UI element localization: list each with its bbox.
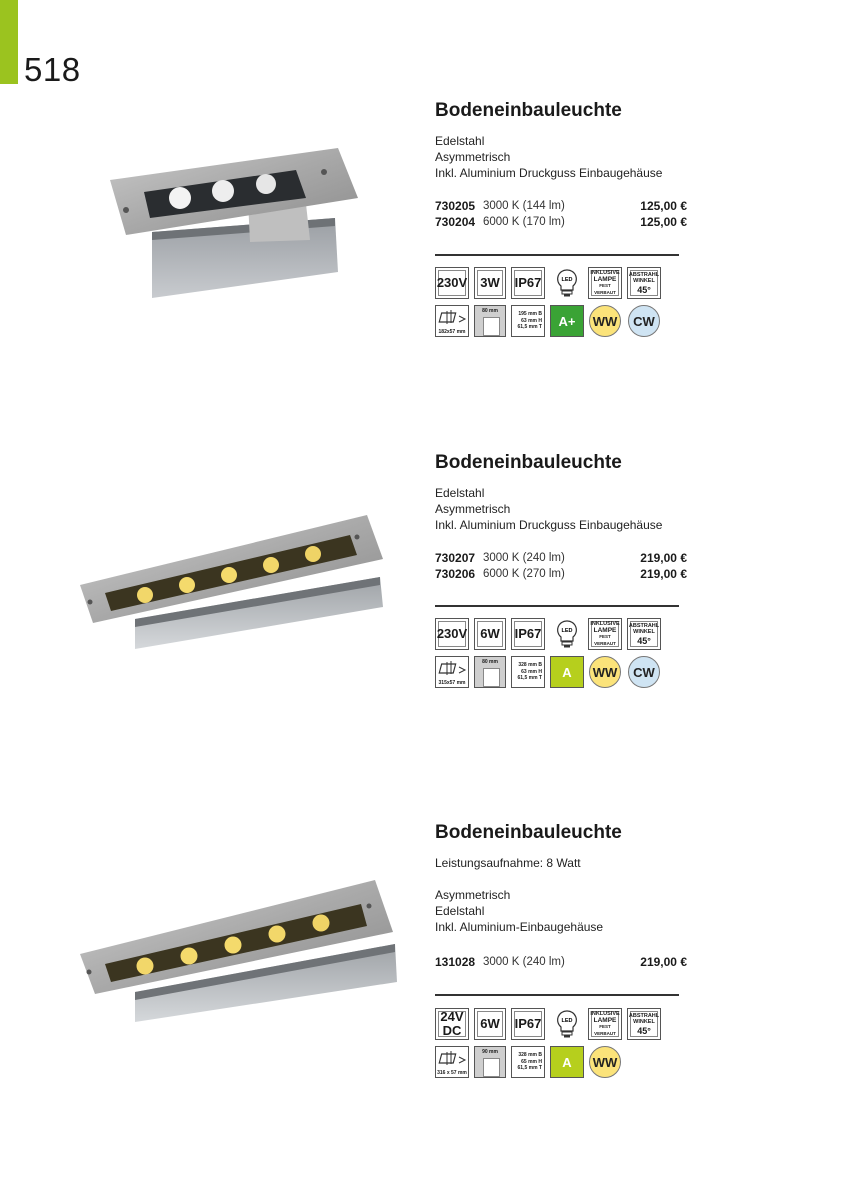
article-number: 730204: [435, 215, 476, 229]
beam-angle-badge: ABSTRAHL WINKEL 45°: [627, 618, 661, 650]
description-line: Edelstahl: [435, 134, 485, 148]
power-badge: 6W: [474, 618, 506, 650]
energy-class-badge: A: [550, 1046, 584, 1078]
product-block: [0, 822, 850, 1092]
variant-list: [435, 198, 687, 230]
installation-depth-badge: 80 mm: [474, 305, 506, 337]
beam-angle-badge: ABSTRAHL WINKEL 45°: [627, 1008, 661, 1040]
beam-angle-badge: ABSTRAHL WINKEL 45°: [627, 267, 661, 299]
variant-spec: 3000 K (240 lm): [483, 956, 565, 968]
feature-icons: [435, 618, 675, 693]
dimensions-badge: 328 mm B 65 mm H 61,5 mm T: [511, 1046, 545, 1078]
voltage-badge: 230V: [435, 618, 469, 650]
depth-gauge-icon: [483, 668, 500, 687]
product-block: [0, 452, 850, 712]
feature-icons: [435, 267, 675, 342]
cutout-icon: [437, 308, 469, 330]
variant-row: [435, 550, 687, 566]
variant-row: [435, 954, 687, 970]
dimensions-badge: 195 mm B 63 mm H 61,5 mm T: [511, 305, 545, 337]
page-accent-tab: [0, 0, 18, 84]
variant-spec: 6000 K (170 lm): [483, 216, 565, 228]
variant-price: 219,00 €: [640, 567, 687, 581]
product-info: [435, 100, 687, 350]
description-line: Leistungsaufnahme: 8 Watt: [435, 856, 581, 870]
power-badge: 6W: [474, 1008, 506, 1040]
article-number: 131028: [435, 955, 476, 969]
description-line: Edelstahl: [435, 904, 485, 918]
variant-row: [435, 566, 687, 582]
article-number: 730206: [435, 567, 476, 581]
svg-text:LED: LED: [561, 277, 572, 283]
divider: [435, 605, 679, 607]
description-line: Inkl. Aluminium Druckguss Einbaugehäuse: [435, 518, 663, 532]
cutout-size-badge: 316 x 57 mm: [435, 1046, 469, 1078]
product-photo: [75, 507, 395, 657]
led-bulb-icon: [550, 618, 583, 650]
dimensions-badge: 328 mm B 63 mm H 61,5 mm T: [511, 656, 545, 688]
led-bulb-icon: [550, 1008, 583, 1040]
led-bulb-icon: [550, 267, 583, 299]
cutout-icon: [437, 1049, 469, 1071]
description-line: Asymmetrisch: [435, 888, 511, 902]
variant-list: [435, 550, 687, 582]
product-info: [435, 452, 687, 702]
ip-rating-badge: IP67: [511, 1008, 545, 1040]
description-spacer: [435, 871, 603, 887]
product-description: [435, 855, 603, 935]
color-temp-ww-badge: WW: [589, 656, 621, 688]
description-line: Inkl. Aluminium-Einbaugehäuse: [435, 920, 604, 934]
power-badge: 3W: [474, 267, 506, 299]
product-title: Bodeneinbauleuchte: [435, 452, 622, 473]
feature-icons: [435, 1008, 675, 1083]
variant-list: [435, 954, 687, 970]
color-temp-ww-badge: WW: [589, 305, 621, 337]
product-photo: [75, 872, 405, 1032]
description-line: Edelstahl: [435, 486, 485, 500]
lamp-included-badge: INKLUSIVE LAMPE FEST VERBAUT: [588, 1008, 622, 1040]
cutout-size-badge: 315x57 mm: [435, 656, 469, 688]
svg-text:LED: LED: [561, 1018, 572, 1024]
svg-text:LED: LED: [561, 628, 572, 634]
energy-class-badge: A: [550, 656, 584, 688]
product-title: Bodeneinbauleuchte: [435, 822, 622, 843]
variant-row: [435, 214, 687, 230]
color-temp-cw-badge: CW: [628, 305, 660, 337]
cutout-icon: [437, 659, 469, 681]
article-number: 730205: [435, 199, 476, 213]
product-description: [435, 485, 662, 533]
product-title: Bodeneinbauleuchte: [435, 100, 622, 121]
installation-depth-badge: 80 mm: [474, 656, 506, 688]
voltage-badge: 230V: [435, 267, 469, 299]
divider: [435, 994, 679, 996]
variant-spec: 3000 K (240 lm): [483, 552, 565, 564]
article-number: 730207: [435, 551, 476, 565]
divider: [435, 254, 679, 256]
depth-gauge-icon: [483, 1058, 500, 1077]
lamp-included-badge: INKLUSIVE LAMPE FEST VERBAUT: [588, 618, 622, 650]
description-line: Asymmetrisch: [435, 150, 511, 164]
variant-price: 219,00 €: [640, 551, 687, 565]
voltage-badge: 24V DC: [435, 1008, 469, 1040]
cutout-size-badge: 182x57 mm: [435, 305, 469, 337]
variant-price: 219,00 €: [640, 955, 687, 969]
installation-depth-badge: 90 mm: [474, 1046, 506, 1078]
ip-rating-badge: IP67: [511, 267, 545, 299]
depth-gauge-icon: [483, 317, 500, 336]
variant-price: 125,00 €: [640, 215, 687, 229]
product-info: [435, 822, 687, 1087]
product-block: [0, 100, 850, 360]
variant-price: 125,00 €: [640, 199, 687, 213]
color-temp-ww-badge: WW: [589, 1046, 621, 1078]
variant-spec: 3000 K (144 lm): [483, 200, 565, 212]
page-number: 518: [24, 51, 81, 88]
variant-spec: 6000 K (270 lm): [483, 568, 565, 580]
description-line: Asymmetrisch: [435, 502, 511, 516]
variant-row: [435, 198, 687, 214]
description-line: Inkl. Aluminium Druckguss Einbaugehäuse: [435, 166, 663, 180]
product-photo: [100, 140, 370, 310]
lamp-included-badge: INKLUSIVE LAMPE FEST VERBAUT: [588, 267, 622, 299]
ip-rating-badge: IP67: [511, 618, 545, 650]
color-temp-cw-badge: CW: [628, 656, 660, 688]
product-description: [435, 133, 662, 181]
energy-class-badge: A+: [550, 305, 584, 337]
